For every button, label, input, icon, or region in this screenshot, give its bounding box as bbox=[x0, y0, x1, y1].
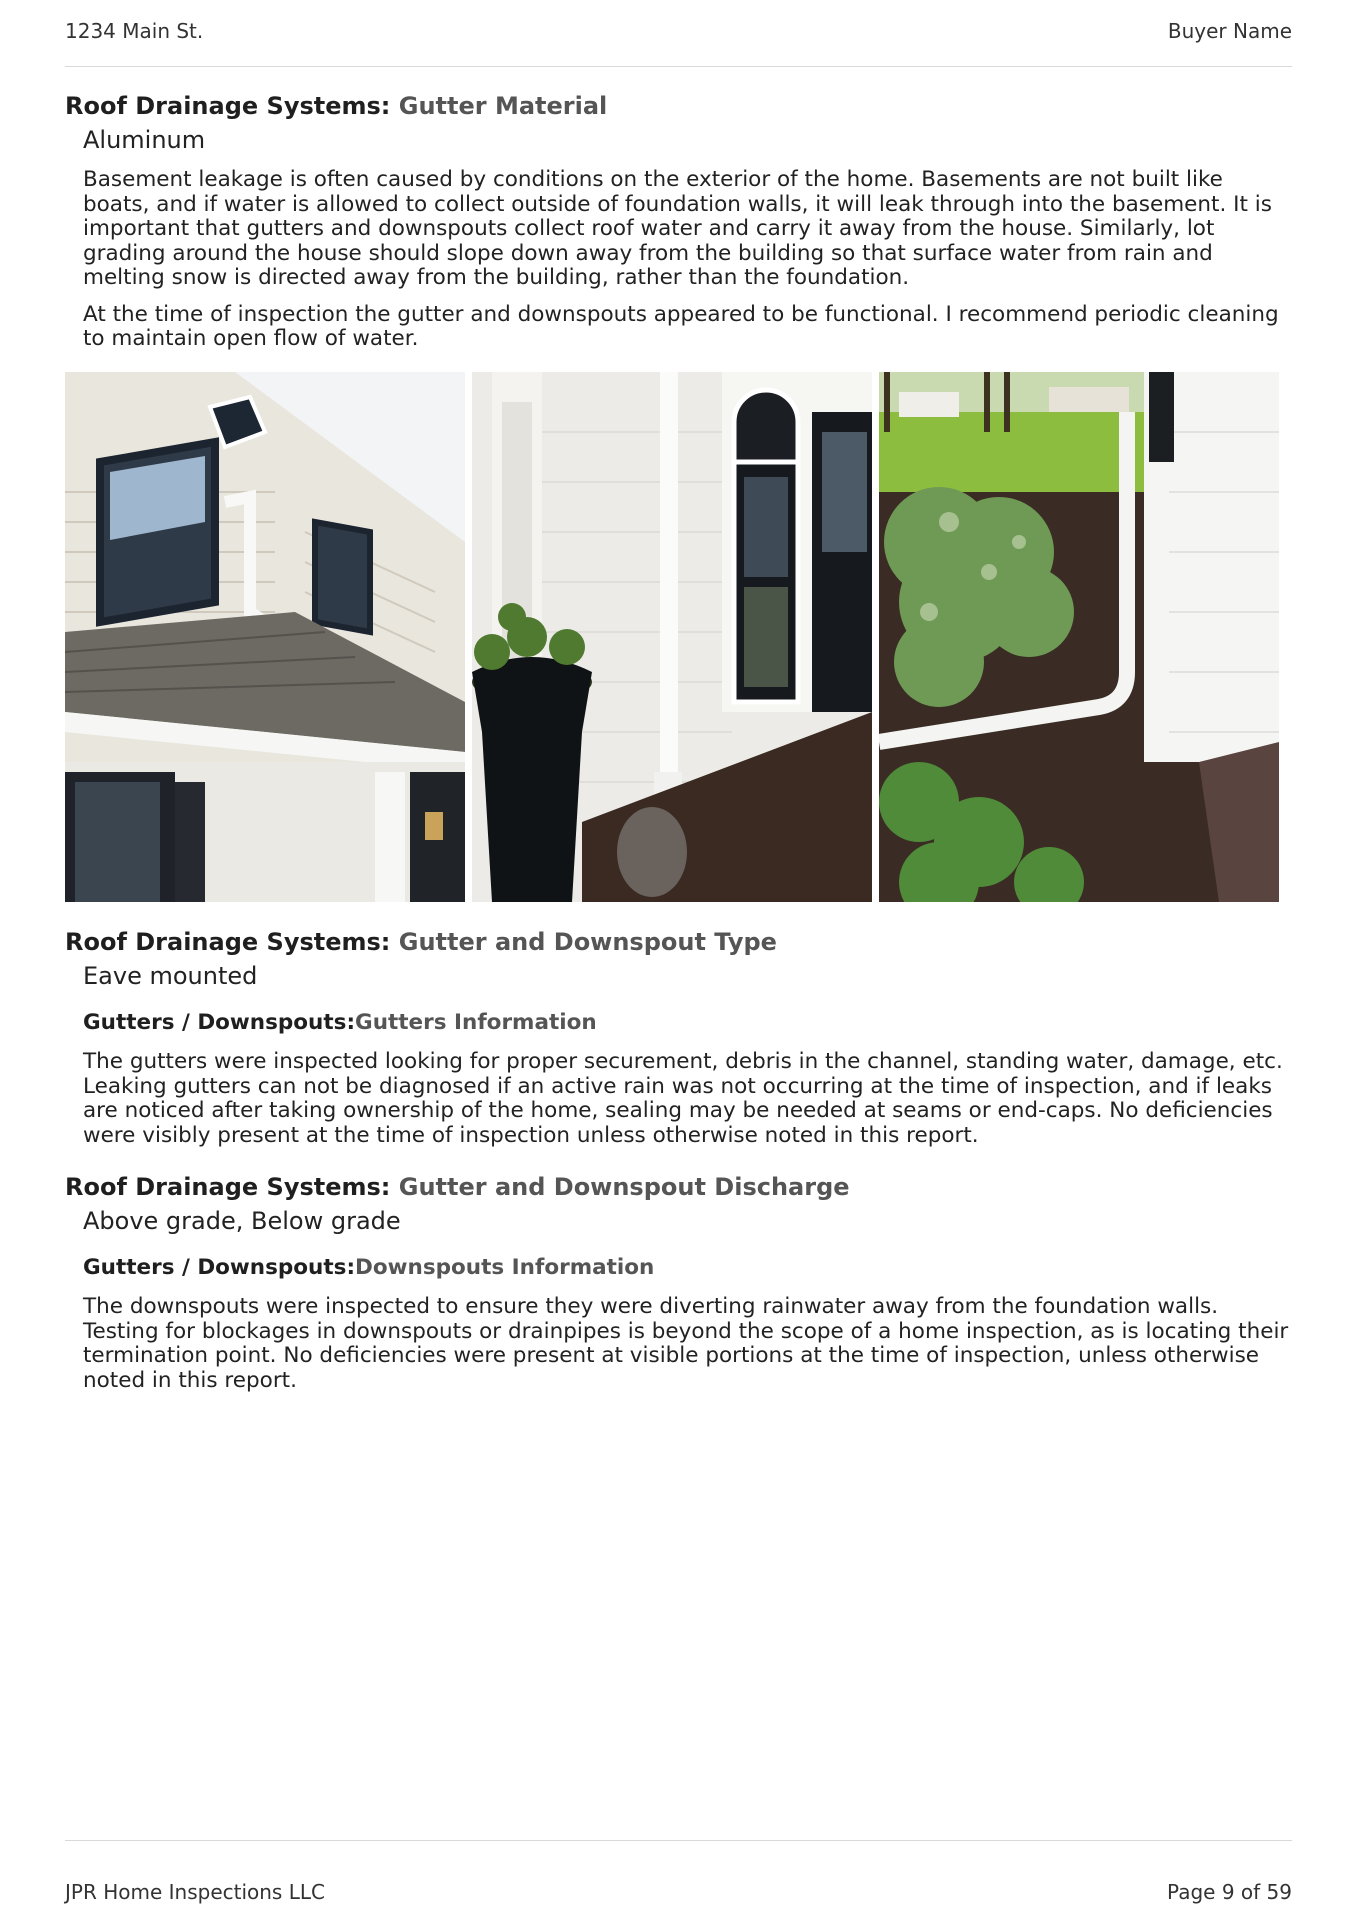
photo-strip bbox=[65, 372, 1281, 902]
paragraph-basement-leakage: Basement leakage is often caused by conditions on the exterior of the home. Basements are not built like boats, and if water is allowed to collect outside of foundation walls, it will leak through into the basement. It is important that gutters and downspouts collect roof water and carry it away from the house. Similarly, lot grading around the house should slope down away from the building so that surface water from rain and melting snow is directed away from the building, rather than the foundation. bbox=[83, 167, 1272, 290]
section-item: Gutter and Downspout Discharge bbox=[398, 1173, 850, 1201]
page-header bbox=[65, 16, 1292, 67]
address: 1234 Main St. bbox=[65, 19, 204, 43]
subsection-item: Downspouts Information bbox=[355, 1255, 655, 1280]
section-gutter-type bbox=[65, 926, 1292, 1148]
house-gable-photo[interactable] bbox=[65, 372, 465, 902]
subsection-item: Gutters Information bbox=[355, 1010, 597, 1035]
downspout-wall-photo[interactable] bbox=[472, 372, 872, 902]
downspout-extension-photo[interactable] bbox=[879, 372, 1279, 902]
section-title bbox=[65, 1171, 1292, 1203]
page-number: Page 9 of 59 bbox=[1167, 1880, 1292, 1904]
section-gutter-discharge bbox=[65, 1171, 1292, 1393]
section-value: Aluminum bbox=[83, 126, 206, 154]
paragraph-inspection-note: At the time of inspection the gutter and downspouts appeared to be functional. I recommend periodic cleaning to maintain open flow of water. bbox=[83, 301, 1279, 351]
page-footer bbox=[65, 1840, 1292, 1904]
section-category: Roof Drainage Systems: bbox=[65, 1173, 391, 1201]
section-value: Eave mounted bbox=[83, 962, 258, 990]
subsection-title bbox=[83, 1253, 1292, 1283]
subsection-category: Gutters / Downspouts: bbox=[83, 1255, 356, 1280]
section-category: Roof Drainage Systems: bbox=[65, 92, 391, 120]
section-category: Roof Drainage Systems: bbox=[65, 928, 391, 956]
section-item: Gutter and Downspout Type bbox=[398, 928, 777, 956]
paragraph-downspouts-info: The downspouts were inspected to ensure they were diverting rainwater away from the foundation walls. Testing for blockages in downspouts or drainpipes is beyond the scope of a home inspection, as is locating their termination point. No deficiencies were present at visible portions at the time of inspection, unless otherwise noted in this report. bbox=[83, 1294, 1289, 1393]
paragraph-gutters-info: The gutters were inspected looking for proper securement, debris in the channel, standing water, damage, etc. Leaking gutters can not be diagnosed if an active rain was not occurring at the time of inspection, and if leaks are noticed after taking ownership of the home, sealing may be needed at seams or end-caps. No deficiencies were visibly present at the time of inspection unless otherwise noted in this report. bbox=[83, 1049, 1283, 1148]
subsection-title bbox=[83, 1008, 1292, 1038]
section-title bbox=[65, 926, 1292, 958]
section-value: Above grade, Below grade bbox=[83, 1207, 401, 1235]
company-name: JPR Home Inspections LLC bbox=[65, 1880, 325, 1904]
section-title bbox=[65, 90, 1292, 122]
section-gutter-material bbox=[65, 90, 1292, 352]
buyer-name: Buyer Name bbox=[1167, 19, 1292, 43]
section-item: Gutter Material bbox=[398, 92, 608, 120]
subsection-category: Gutters / Downspouts: bbox=[83, 1010, 356, 1035]
